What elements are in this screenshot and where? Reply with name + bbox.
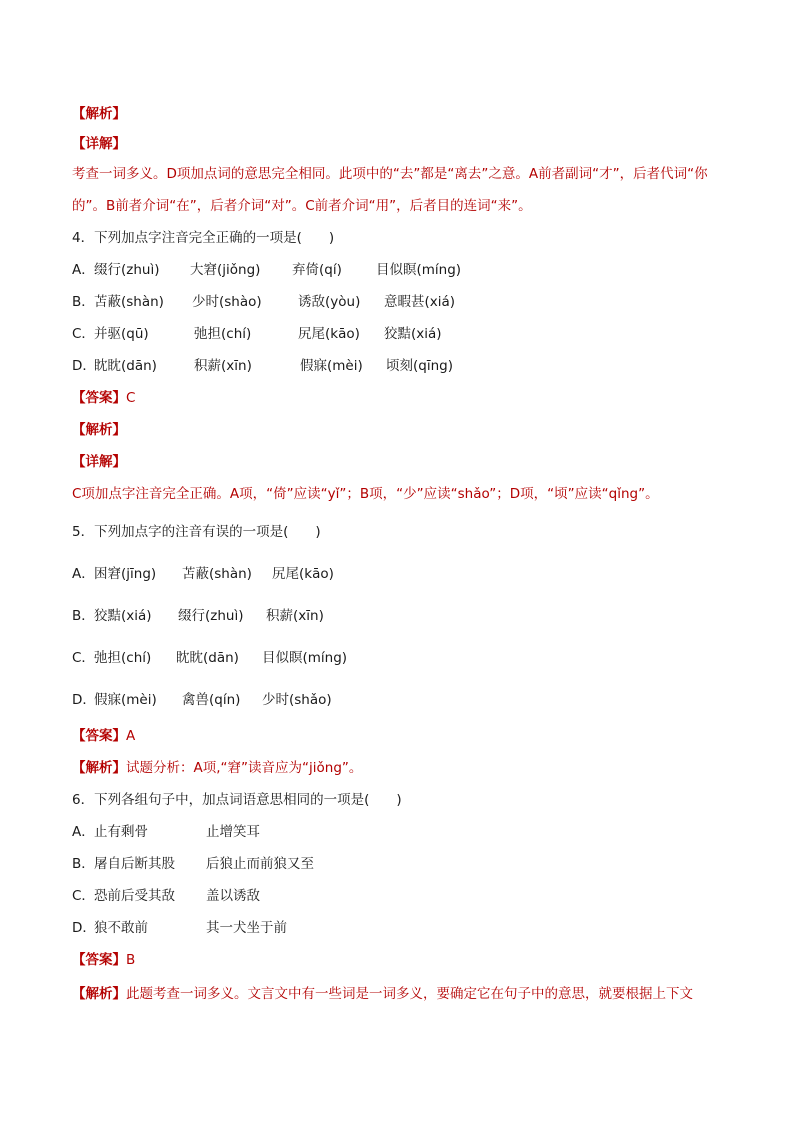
option-item: 其一犬坐于前 bbox=[206, 920, 287, 936]
answer-value: A bbox=[126, 728, 136, 744]
analysis-tag: 【解析】 bbox=[72, 986, 126, 1002]
detail-tag: 【详解】 bbox=[72, 454, 126, 470]
q5-stem: 5．下列加点字的注音有误的一项是( ) bbox=[72, 524, 321, 540]
option-label: B． bbox=[72, 294, 95, 310]
option-item: 眈眈(dān) bbox=[94, 358, 157, 374]
option-item: 后狼止而前狼又至 bbox=[206, 856, 314, 872]
q6-explain: 此题考查一词多义。文言文中有一些词是一词多义，要确定它在句子中的意思，就要根据上下文 bbox=[126, 986, 693, 1002]
q4-option-b bbox=[72, 292, 456, 312]
analysis-tag: 【解析】 bbox=[72, 106, 126, 122]
option-item: 止增笑耳 bbox=[206, 824, 260, 840]
option-item: 目似瞑(míng) bbox=[376, 262, 462, 278]
option-item: 缀行(zhuì) bbox=[178, 608, 244, 624]
q5-analysis bbox=[72, 758, 362, 778]
option-item: 假寐(mèi) bbox=[300, 358, 363, 374]
option-item: 目似瞑(míng) bbox=[262, 650, 348, 666]
option-label: D． bbox=[72, 692, 96, 708]
q4-explain: C项加点字注音完全正确。A项，“倚”应读“yǐ”；B项，“少”应读“shǎo”；D项，“顷”应读“qǐng”。 bbox=[72, 486, 659, 502]
q5-explain: 试题分析：A项,“窘”读音应为“jiǒng”。 bbox=[126, 760, 363, 776]
q6-analysis bbox=[72, 984, 693, 1004]
answer-tag: 【答案】 bbox=[72, 390, 126, 406]
option-label: A． bbox=[72, 262, 95, 278]
option-item: 积薪(xīn) bbox=[194, 358, 252, 374]
q3-explain-line1: 考查一词多义。D项加点词的意思完全相同。此项中的“去”都是“离去”之意。A前者副词“才”，后者代词“你 bbox=[72, 166, 708, 182]
option-item: 尻尾(kāo) bbox=[272, 566, 334, 582]
option-item: 禽兽(qín) bbox=[182, 692, 241, 708]
analysis-tag: 【解析】 bbox=[72, 422, 126, 438]
option-item: 苫蔽(shàn) bbox=[94, 294, 164, 310]
q5-option-b bbox=[72, 606, 324, 626]
option-label: A． bbox=[72, 566, 95, 582]
option-item: 大窘(jiǒng) bbox=[190, 262, 261, 278]
option-item: 困窘(jīng) bbox=[94, 566, 157, 582]
option-label: A． bbox=[72, 824, 95, 840]
option-item: 并驱(qū) bbox=[94, 326, 149, 342]
option-item: 尻尾(kāo) bbox=[298, 326, 360, 342]
option-label: D． bbox=[72, 358, 96, 374]
q6-answer bbox=[72, 950, 135, 970]
answer-value: C bbox=[126, 390, 136, 406]
q4-answer bbox=[72, 388, 135, 408]
analysis-tag: 【解析】 bbox=[72, 760, 126, 776]
q6-option-c bbox=[72, 886, 260, 906]
option-item: 恐前后受其敌 bbox=[94, 888, 175, 904]
answer-value: B bbox=[126, 952, 136, 968]
detail-tag: 【详解】 bbox=[72, 136, 126, 152]
q6-stem: 6．下列各组句子中，加点词语意思相同的一项是( ) bbox=[72, 792, 402, 808]
option-label: B． bbox=[72, 608, 95, 624]
q4-option-c bbox=[72, 324, 442, 344]
option-item: 眈眈(dān) bbox=[176, 650, 239, 666]
option-item: 缀行(zhuì) bbox=[94, 262, 160, 278]
option-item: 止有剩骨 bbox=[94, 824, 148, 840]
option-label: B． bbox=[72, 856, 95, 872]
option-item: 弃倚(qí) bbox=[292, 262, 342, 278]
option-item: 意暇甚(xiá) bbox=[384, 294, 456, 310]
option-label: D． bbox=[72, 920, 96, 936]
q4-stem: 4．下列加点字注音完全正确的一项是( ) bbox=[72, 230, 335, 246]
q5-answer bbox=[72, 726, 135, 746]
q5-option-c bbox=[72, 648, 348, 668]
option-item: 顷刻(qīng) bbox=[386, 358, 453, 374]
option-item: 积薪(xīn) bbox=[266, 608, 324, 624]
option-item: 屠自后断其股 bbox=[94, 856, 175, 872]
q4-option-d bbox=[72, 356, 453, 376]
q4-option-a bbox=[72, 260, 462, 280]
answer-tag: 【答案】 bbox=[72, 728, 126, 744]
option-item: 弛担(chí) bbox=[194, 326, 252, 342]
option-item: 狼不敢前 bbox=[94, 920, 148, 936]
option-item: 诱敌(yòu) bbox=[298, 294, 361, 310]
q6-option-a bbox=[72, 822, 260, 842]
option-label: C． bbox=[72, 326, 95, 342]
option-item: 少时(shào) bbox=[192, 294, 262, 310]
option-item: 盖以诱敌 bbox=[206, 888, 260, 904]
option-item: 少时(shǎo) bbox=[262, 692, 332, 708]
option-item: 狡黠(xiá) bbox=[94, 608, 152, 624]
q5-option-a bbox=[72, 564, 334, 584]
q6-option-b bbox=[72, 854, 314, 874]
answer-tag: 【答案】 bbox=[72, 952, 126, 968]
option-label: C． bbox=[72, 650, 95, 666]
q5-option-d bbox=[72, 690, 332, 710]
q6-option-d bbox=[72, 918, 287, 938]
q3-explain-line2: 的”。B前者介词“在”，后者介词“对”。C前者介词“用”，后者目的连词“来”。 bbox=[72, 198, 532, 214]
option-item: 弛担(chí) bbox=[94, 650, 152, 666]
option-item: 苫蔽(shàn) bbox=[182, 566, 252, 582]
option-item: 狡黠(xiá) bbox=[384, 326, 442, 342]
option-label: C． bbox=[72, 888, 95, 904]
option-item: 假寐(mèi) bbox=[94, 692, 157, 708]
